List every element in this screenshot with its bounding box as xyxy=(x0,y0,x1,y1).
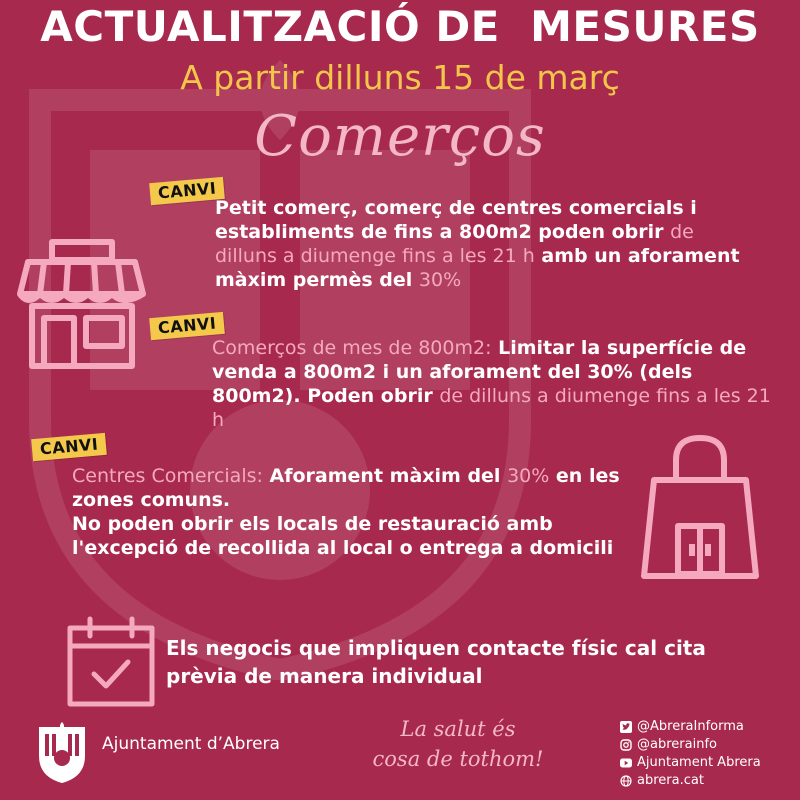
slogan: La salut és cosa de tothom! xyxy=(372,717,544,771)
social-website[interactable]: abrera.cat xyxy=(620,772,761,790)
section-title: Comerços xyxy=(254,104,546,169)
page-title: ACTUALITZACIÓ DE MESURES xyxy=(40,2,760,51)
instagram-icon xyxy=(620,739,632,751)
social-links xyxy=(620,718,761,790)
block-physical-contact: Els negocis que impliquen contacte físic cal cita prèvia de manera individual xyxy=(166,636,706,688)
social-twitter[interactable]: @AbreraInforma xyxy=(620,718,761,736)
twitter-icon xyxy=(620,721,632,733)
block-small-shops: Petit comerç, comerç de centres comercials i establiments de fins a 800m2 poden obrir de dilluns a diumenge fins a les 21 h amb un aforament màxim permès del 30% xyxy=(215,197,740,291)
social-instagram[interactable]: @abrerainfo xyxy=(620,736,761,754)
town-crest-logo xyxy=(36,722,88,788)
town-council-name: Ajuntament d’Abrera xyxy=(102,734,280,754)
block-large-shops: Comerços de mes de 800m2: Limitar la superfície de venda a 800m2 i un aforament del 30% (dels 800m2). Poden obrir de dilluns a diumenge fins a les 21 h xyxy=(212,337,771,431)
shopping-bag-icon xyxy=(640,432,760,582)
change-badge-2: CANVI xyxy=(149,312,225,340)
page-subtitle: A partir dilluns 15 de març xyxy=(180,58,620,97)
globe-icon xyxy=(620,775,632,787)
shop-icon xyxy=(14,236,149,371)
youtube-icon xyxy=(620,757,632,769)
change-badge-3: CANVI xyxy=(31,433,107,461)
calendar-check-icon xyxy=(66,616,156,708)
change-badge-1: CANVI xyxy=(149,177,225,205)
social-youtube[interactable]: Ajuntament Abrera xyxy=(620,754,761,772)
block-shopping-centres: Centres Comercials: Aforament màxim del 30% en les zones comuns. No poden obrir els locals de restauració amb l'excepció de recollida al local o entrega a domicili xyxy=(72,465,620,559)
